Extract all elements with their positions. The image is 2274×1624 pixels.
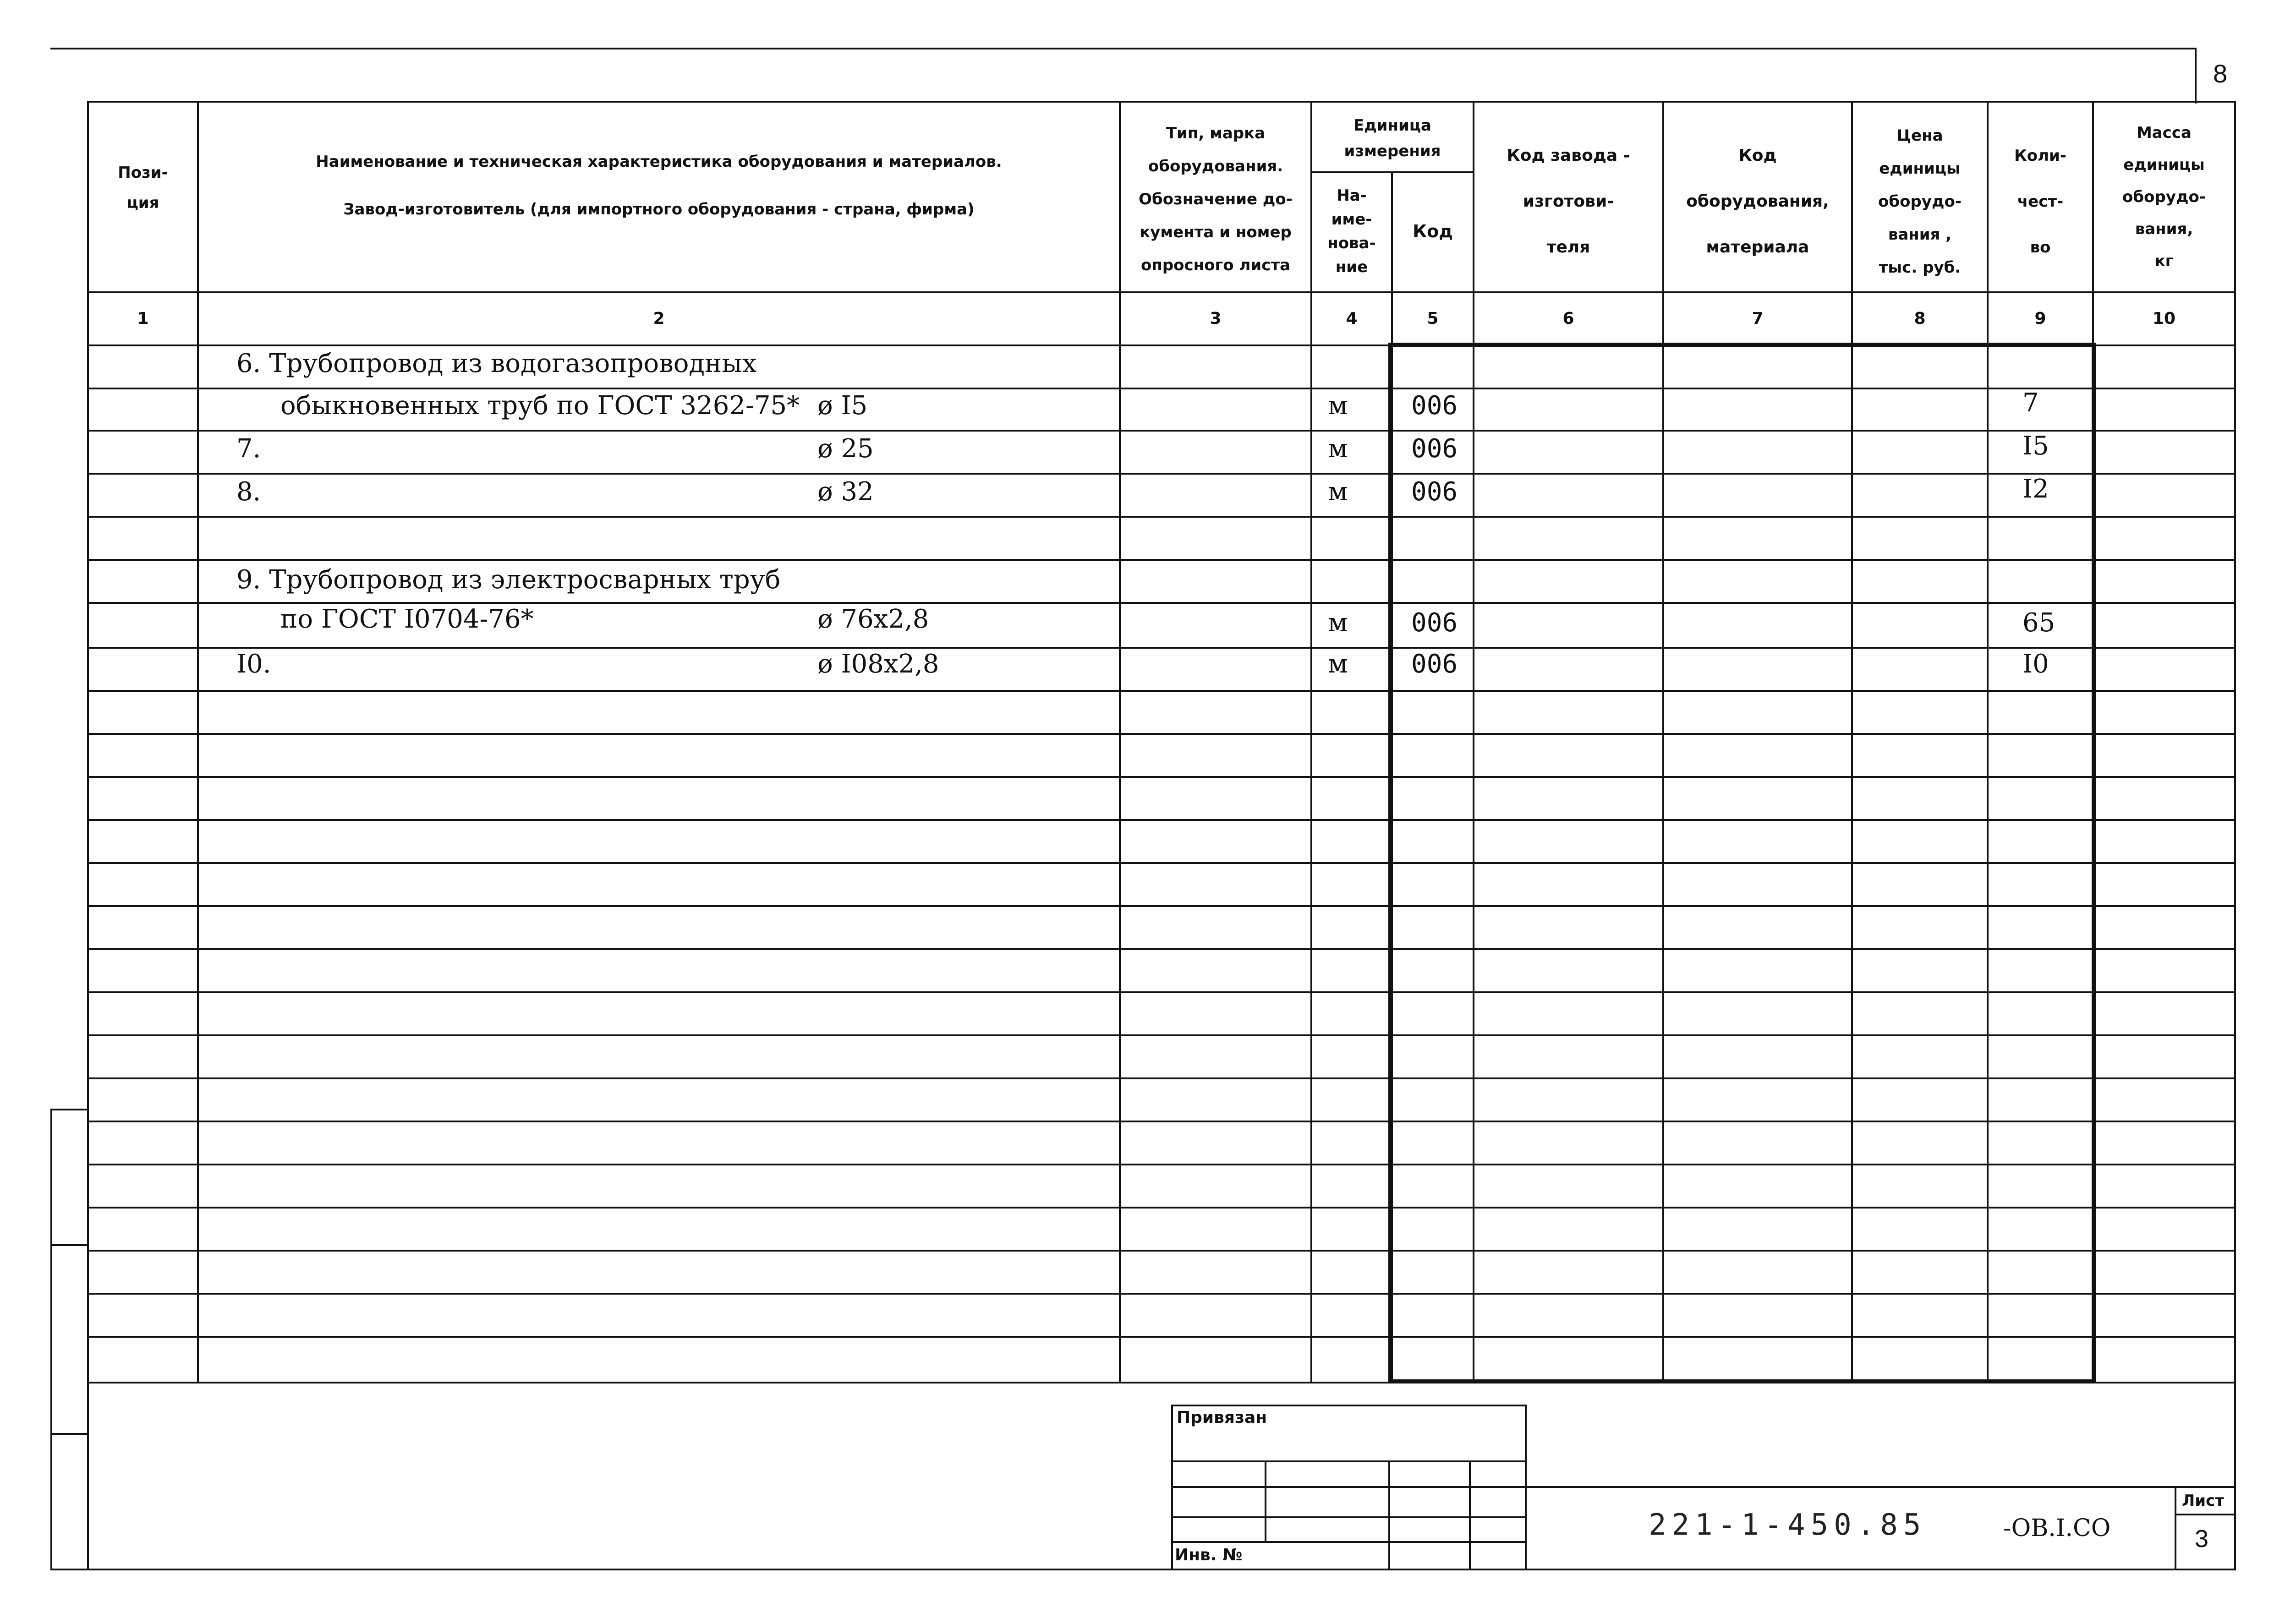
stamp-line bbox=[1171, 1541, 1526, 1543]
col-line-10 bbox=[2234, 101, 2236, 1382]
row-line bbox=[87, 647, 2236, 649]
row-7-code: 006 bbox=[1411, 434, 1458, 464]
header-unit-code: Код bbox=[1413, 221, 1453, 241]
row-line bbox=[87, 733, 2236, 735]
colnum-7: 7 bbox=[1752, 309, 1764, 328]
doc-code: 221-1-450.85 bbox=[1649, 1508, 1927, 1542]
row-6-name: 6. Трубопровод из водогазопроводных bbox=[236, 349, 757, 378]
row-line bbox=[87, 776, 2236, 778]
page-number-box-left bbox=[2195, 48, 2197, 104]
row-line bbox=[87, 819, 2236, 821]
colnum-6: 6 bbox=[1562, 309, 1574, 328]
colnum-3: 3 bbox=[1210, 309, 1222, 328]
row-line bbox=[87, 473, 2236, 475]
row-8-code: 006 bbox=[1411, 477, 1458, 507]
header-type: Тип, марка оборудования. Обозначение до- кумента и номер опросного листа bbox=[1139, 124, 1293, 274]
row-line bbox=[87, 1293, 2236, 1295]
row-line bbox=[87, 905, 2236, 907]
row-9b-qty: 65 bbox=[2022, 608, 2055, 638]
header-quantity: Коли- чест- во bbox=[2014, 147, 2066, 257]
top-rule bbox=[50, 48, 2195, 49]
stamp-privyazan: Привязан bbox=[1177, 1408, 1267, 1427]
row-line bbox=[87, 948, 2236, 950]
stamp-col bbox=[1265, 1460, 1266, 1541]
binding-strip-outer bbox=[50, 1109, 52, 1569]
row-line bbox=[87, 430, 2236, 432]
row-8-dim: ø 32 bbox=[817, 477, 874, 507]
row-10-qty: I0 bbox=[2022, 649, 2049, 679]
row-7-qty: I5 bbox=[2022, 431, 2049, 461]
row-8-unit: м bbox=[1328, 477, 1348, 507]
header-equipment-code: Код оборудования, материала bbox=[1686, 146, 1829, 257]
row-line bbox=[87, 1164, 2236, 1165]
lower-frame-right bbox=[2234, 1382, 2236, 1569]
colnum-2: 2 bbox=[653, 309, 665, 328]
row-10-dim: ø I08x2,8 bbox=[817, 649, 939, 679]
row-line bbox=[87, 862, 2236, 864]
row-7-unit: м bbox=[1328, 434, 1348, 464]
header-mass: Масса единицы оборудо- вания, кг bbox=[2122, 124, 2206, 270]
colnum-5: 5 bbox=[1427, 309, 1439, 328]
row-7-dim: ø 25 bbox=[817, 434, 874, 464]
header-factory-code: Код завода - изготови- теля bbox=[1507, 146, 1630, 257]
row-line bbox=[87, 1207, 2236, 1208]
stamp-top bbox=[1171, 1405, 1526, 1406]
row-line bbox=[87, 1121, 2236, 1122]
binding-strip-line bbox=[50, 1433, 87, 1435]
colnum-8: 8 bbox=[1914, 309, 1926, 328]
row-8-qty: I2 bbox=[2022, 474, 2049, 504]
stamp-col bbox=[1388, 1460, 1390, 1569]
row-line bbox=[87, 602, 2236, 604]
binding-strip-line bbox=[50, 1244, 87, 1246]
row-line bbox=[87, 1034, 2236, 1036]
header-name-line2: Завод-изготовитель (для импортного оборудования - страна, фирма) bbox=[343, 200, 975, 219]
table-top-border bbox=[87, 101, 2236, 103]
colnum-9: 9 bbox=[2034, 309, 2046, 328]
colnum-10: 10 bbox=[2152, 309, 2176, 328]
header-position: Пози- ция bbox=[118, 164, 168, 212]
row-6b-name: обыкновенных труб по ГОСТ 3262-75* bbox=[280, 391, 800, 421]
lower-frame-bottom bbox=[50, 1569, 2236, 1570]
row-6b-code: 006 bbox=[1411, 391, 1458, 421]
page-number: 8 bbox=[2213, 59, 2228, 88]
row-line bbox=[87, 1336, 2236, 1338]
stamp-inv-no: Инв. № bbox=[1175, 1546, 1243, 1564]
row-9b-dim: ø 76x2,8 bbox=[817, 604, 929, 634]
lower-frame-left bbox=[87, 1382, 89, 1569]
header-unit-name: На- име- нова- ние bbox=[1327, 186, 1376, 276]
binding-strip-line bbox=[50, 1109, 87, 1110]
row-8-name: 8. bbox=[236, 477, 261, 507]
row-line bbox=[87, 690, 2236, 692]
header-unit-group: Единица измерения bbox=[1344, 116, 1441, 160]
stamp-line bbox=[1171, 1516, 1526, 1518]
row-line bbox=[87, 388, 2236, 389]
title-block-top bbox=[1526, 1486, 2234, 1488]
row-10-unit: м bbox=[1328, 649, 1348, 679]
list-label: Лист bbox=[2182, 1492, 2224, 1510]
list-box-left bbox=[2175, 1486, 2176, 1569]
row-line bbox=[87, 516, 2236, 518]
colnum-4: 4 bbox=[1346, 309, 1358, 328]
row-6b-dim: ø I5 bbox=[817, 391, 868, 421]
row-line bbox=[87, 1077, 2236, 1079]
row-6b-qty: 7 bbox=[2022, 388, 2039, 418]
row-9b-unit: м bbox=[1328, 608, 1348, 638]
list-box-divider bbox=[2175, 1514, 2234, 1515]
row-9b-name: по ГОСТ I0704-76* bbox=[280, 604, 534, 634]
doc-suffix: -ОВ.I.СО bbox=[2003, 1515, 2111, 1542]
stamp-line bbox=[1171, 1460, 1526, 1462]
row-7-name: 7. bbox=[236, 434, 261, 464]
row-10-code: 006 bbox=[1411, 649, 1458, 679]
list-number: 3 bbox=[2195, 1525, 2209, 1553]
row-6b-unit: м bbox=[1328, 391, 1348, 421]
colnum-1: 1 bbox=[137, 309, 149, 328]
row-9-name: 9. Трубопровод из электросварных труб bbox=[236, 565, 781, 595]
row-10-name: I0. bbox=[236, 649, 271, 679]
header-name-line1: Наименование и техническая характеристика оборудования и материалов. bbox=[316, 153, 1002, 171]
header-price: Цена единицы оборудо- вания , тыс. руб. bbox=[1878, 126, 1962, 277]
row-line bbox=[87, 559, 2236, 561]
row-line bbox=[87, 991, 2236, 993]
row-line bbox=[87, 1250, 2236, 1252]
stamp-line bbox=[1171, 1486, 1526, 1488]
row-9b-code: 006 bbox=[1411, 608, 1458, 638]
stamp-col bbox=[1469, 1460, 1471, 1569]
